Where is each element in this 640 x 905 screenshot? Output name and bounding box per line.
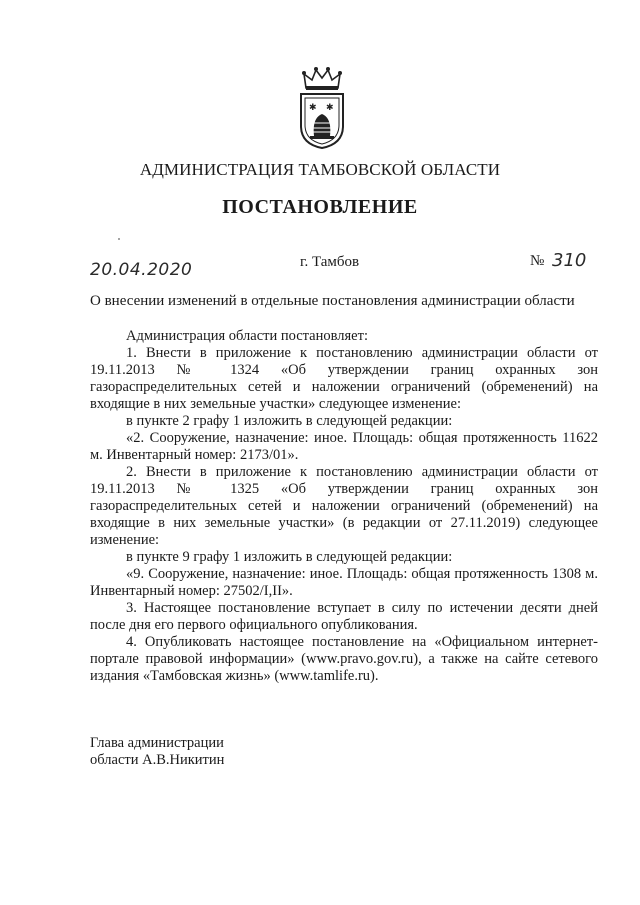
document-type-title: ПОСТАНОВЛЕНИЕ	[222, 196, 418, 218]
document-subject: О внесении изменений в отдельные постановления администрации области	[90, 293, 575, 309]
document-city: г. Тамбов	[300, 254, 360, 270]
document-date: 20.04.2020	[90, 260, 193, 280]
body-paragraph-1b: «2. Сооружение, назначение: иное. Площадь: общая протяженность 11622 м. Инвентарный номер: 2173/01».	[90, 430, 598, 463]
svg-text:✱: ✱	[326, 103, 334, 113]
organization-name: АДМИНИСТРАЦИЯ ТАМБОВСКОЙ ОБЛАСТИ	[139, 160, 501, 179]
svg-text:✱: ✱	[309, 103, 317, 113]
signature-block	[90, 735, 224, 769]
signature-line-1: Глава администрации	[90, 735, 224, 751]
body-paragraph-1a: в пункте 2 графу 1 изложить в следующей редакции:	[126, 413, 453, 429]
document-number-label: №	[530, 253, 545, 269]
body-paragraph-2b: «9. Сооружение, назначение: иное. Площадь: общая протяженность 1308 м. Инвентарный номер: 27502/I,II».	[90, 566, 598, 599]
body-paragraph-4: 4. Опубликовать настоящее постановление на «Официальном интернет-портале правовой информации» (www.pravo.gov.ru), а также на сайте сетевого издания «Тамбовская жизнь» (www.tamlife.ru).	[90, 634, 598, 684]
body-paragraph-3: 3. Настоящее постановление вступает в силу по истечении десяти дней после дня его первого официального опубликования.	[90, 600, 598, 633]
body-paragraph-2: 2. Внести в приложение к постановлению администрации области от 19.11.2013 № 1325 «Об утверждении границ охранных зон газораспределительных сетей и наложении ограничений (обременений) на входящие в них земельные участки» (в редакции от 27.11.2019) следующее изменение:	[90, 464, 598, 548]
body-paragraph-2a: в пункте 9 графу 1 изложить в следующей редакции:	[126, 549, 453, 565]
tambov-coat-of-arms-icon	[298, 66, 346, 150]
signature-line-2: области А.В.Никитин	[90, 752, 225, 768]
body-paragraph-1: 1. Внести в приложение к постановлению администрации области от 19.11.2013 № 1324 «Об утверждении границ охранных зон газораспределительных сетей и наложении ограничений (обременений) на входящие в них земельные участки» следующее изменение:	[90, 345, 598, 412]
scan-speck	[118, 238, 120, 240]
document-number: 310	[552, 250, 587, 271]
document-body	[90, 328, 598, 685]
body-intro: Администрация области постановляет:	[126, 328, 368, 344]
